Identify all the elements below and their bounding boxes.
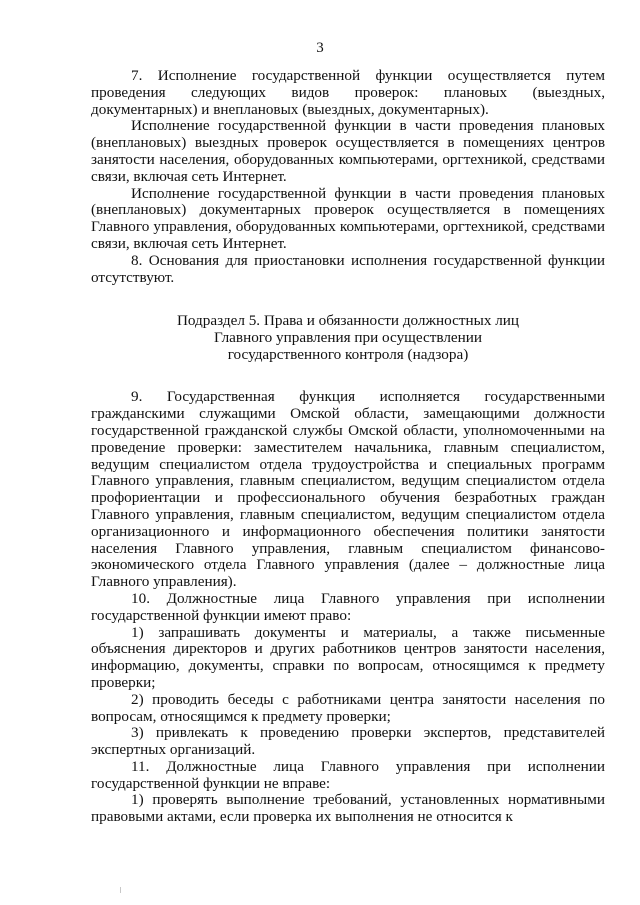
section-heading-line-3: государственного контроля (надзора)	[227, 346, 469, 364]
paragraph-8: 8. Основания для приостановки исполнения государственной функции отсутствуют.	[91, 251, 605, 286]
paragraph-document-inspections: Исполнение государственной функции в части проведения плановых (внеплановых) документарных проверок осуществляется в помещениях Главного управления, оборудованных компьютерами, оргтехникой, средствами связи, включая сеть Интернет.	[91, 184, 605, 252]
paragraph-9: 9. Государственная функция исполняется государственными гражданскими служащими Омской области, замещающими должности государственной гражданской службы Омской области, уполномоченными на проведение проверки: заместителем начальника, главным специалистом, ведущим специалистом отдела трудоустройства и специальных программ Главного управления, главным специалистом, ведущим специалистом отдела профориентации и профессионального обучения безработных граждан Главного управления, главным специалистом, ведущим специалистом отдела организационного и информационного обеспечения политики занятости населения Главного управления, главным специалистом финансово-экономического отдела Главного управления (далее – должностные лица Главного управления).	[91, 388, 605, 591]
section-heading	[91, 312, 605, 363]
paragraph-10-item-3: 3) привлекать к проведению проверки экспертов, представителей экспертных организаций.	[91, 724, 605, 759]
page-number: 3	[316, 40, 324, 56]
section-heading-line-2: Главного управления при осуществлении	[213, 329, 483, 347]
paragraph-10-item-2: 2) проводить беседы с работниками центра занятости населения по вопросам, относящимся к предмету проверки;	[91, 690, 605, 725]
section-heading-line-1: Подраздел 5. Права и обязанности должностных лиц	[176, 312, 520, 330]
paragraph-11-item-1: 1) проверять выполнение требований, установленных нормативными правовыми актами, если проверка их выполнения не относится к	[91, 791, 605, 826]
paragraph-field-inspections: Исполнение государственной функции в части проведения плановых (внеплановых) выездных проверок осуществляется в помещениях центров занятости населения, оборудованных компьютерами, оргтехникой, средствами связи, включая сеть Интернет.	[91, 117, 605, 185]
document-body	[91, 68, 605, 826]
scan-mark	[120, 887, 121, 893]
paragraph-10-item-1: 1) запрашивать документы и материалы, а также письменные объяснения директоров и других работников центров занятости населения, информацию, документы, справки по вопросам, относящимся к предмету проверки;	[91, 623, 605, 691]
paragraph-7: 7. Исполнение государственной функции осуществляется путем проведения следующих видов проверок: плановых (выездных, документарных) и внеплановых (выездных, документарных).	[91, 67, 605, 118]
paragraph-10: 10. Должностные лица Главного управления при исполнении государственной функции имеют право:	[91, 589, 605, 624]
paragraph-11: 11. Должностные лица Главного управления при исполнении государственной функции не вправе:	[91, 757, 605, 792]
